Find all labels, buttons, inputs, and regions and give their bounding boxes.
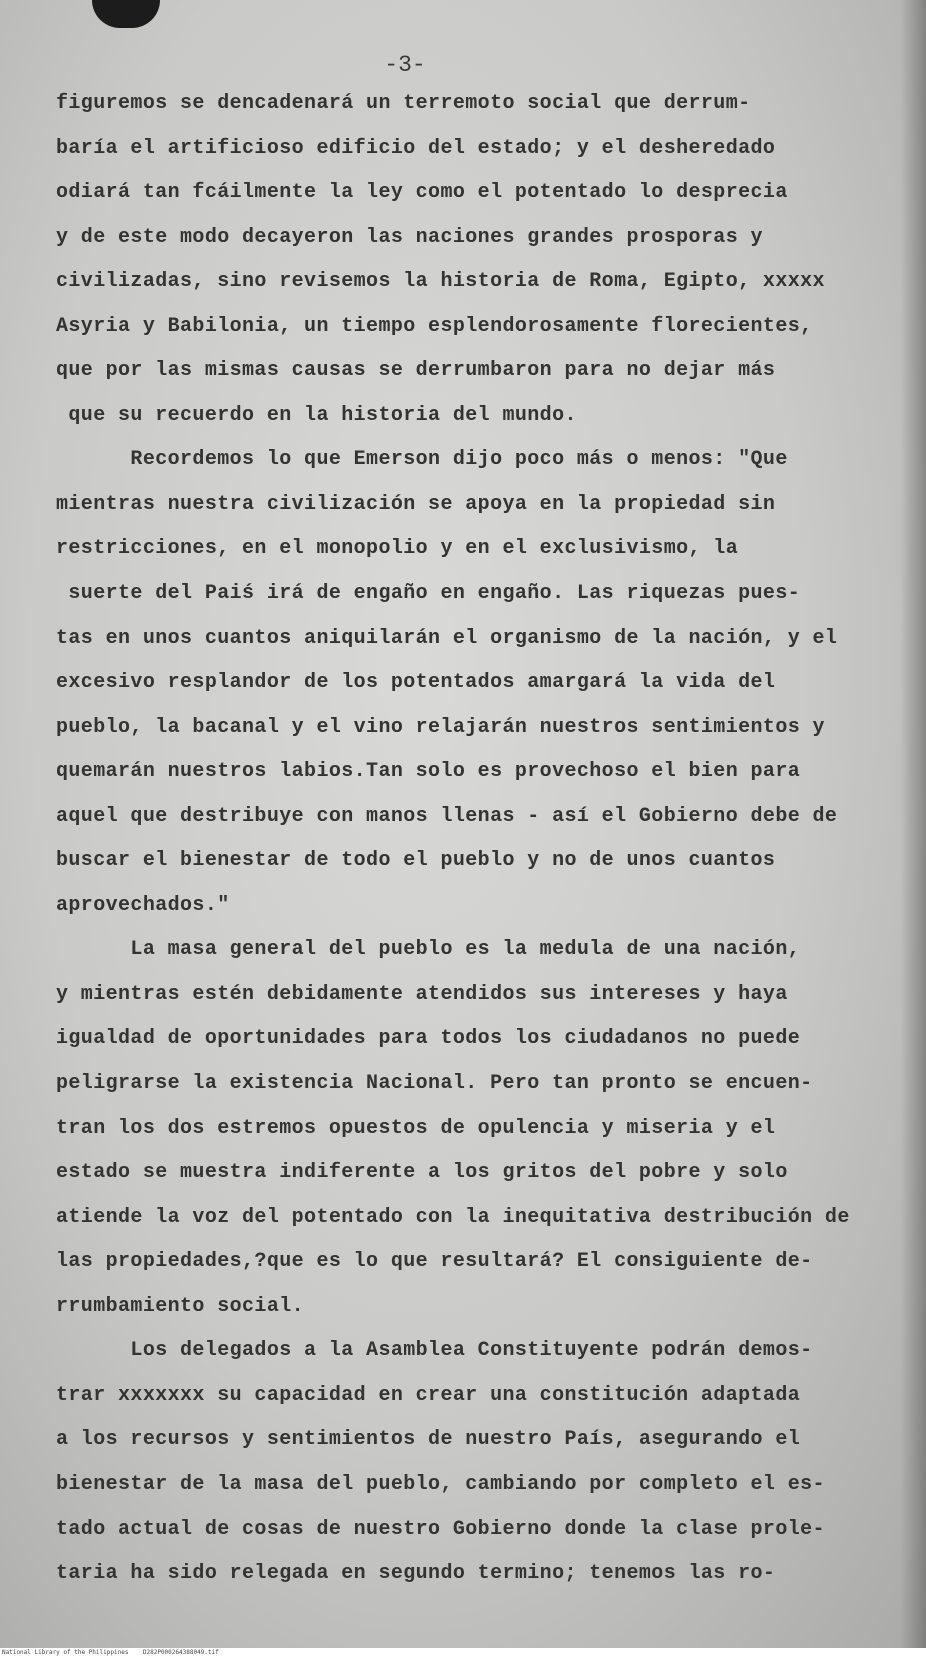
text-line: figuremos se dencadenará un terremoto social que derrum- <box>56 92 751 115</box>
text-line: buscar el bienestar de todo el pueblo y no de unos cuantos <box>56 849 776 873</box>
typed-body-text <box>56 82 918 1597</box>
text-line: tado actual de cosas de nuestro Gobierno donde la clase prole- <box>56 1517 825 1541</box>
scan-footer-label: National Library of the Philippines D282P000264388049.tif <box>2 1649 219 1656</box>
text-line: pueblo, la bacanal y el vino relajarán nuestros sentimientos y <box>56 715 825 739</box>
text-line: mientras nuestra civilización se apoya en la propiedad sin <box>56 492 776 516</box>
binder-clip-shadow <box>92 0 160 28</box>
page-number: -3- <box>384 52 426 78</box>
text-line: igualdad de oportunidades para todos los ciudadanos no puede <box>56 1027 801 1051</box>
text-line: excesivo resplandor de los potentados amargará la vida del <box>56 671 776 695</box>
text-line: a los recursos y sentimientos de nuestro País, asegurando el <box>56 1428 801 1452</box>
text-line: La masa general del pueblo es la medula de una nación, <box>56 938 801 962</box>
text-line: rrumbamiento social. <box>56 1294 305 1318</box>
text-line: quemarán nuestros labios.Tan solo es provechoso el bien para <box>56 760 801 784</box>
text-line: atiende la voz del potentado con la inequitativa destribución de <box>56 1205 850 1229</box>
text-line: tas en unos cuantos aniquilarán el organismo de la nación, y el <box>56 626 838 650</box>
text-line: civilizadas, sino revisemos la historia de Roma, Egipto, xxxxx <box>56 270 825 294</box>
text-line: tran los dos estremos opuestos de opulencia y miseria y el <box>56 1116 776 1140</box>
text-line: que por las mismas causas se derrumbaron para no dejar más <box>56 359 776 383</box>
text-line: estado se muestra indiferente a los gritos del pobre y solo <box>56 1161 788 1185</box>
text-line: restricciones, en el monopolio y en el exclusivismo, la <box>56 537 739 561</box>
text-line: y mientras estén debidamente atendidos sus intereses y haya <box>56 982 788 1006</box>
text-line: aprovechados." <box>56 893 230 917</box>
scan-footer <box>0 1648 926 1658</box>
text-line: peligrarse la existencia Nacional. Pero tan pronto se encuen- <box>56 1072 813 1096</box>
text-line: Los delegados a la Asamblea Constituyente podrán demos- <box>56 1339 813 1363</box>
text-line: suerte del Paiś irá de engaño en engaño. Las riquezas pues- <box>56 582 801 606</box>
text-line: trar xxxxxxx su capacidad en crear una constitución adaptada <box>56 1383 801 1407</box>
text-line: odiará tan fcáilmente la ley como el potentado lo desprecia <box>56 181 788 205</box>
text-line: que su recuerdo en la historia del mundo. <box>56 403 577 427</box>
text-line: Asyria y Babilonia, un tiempo esplendorosamente florecientes, <box>56 314 813 338</box>
text-line: aquel que destribuye con manos llenas - así el Gobierno debe de <box>56 804 838 828</box>
text-line: bienestar de la masa del pueblo, cambiando por completo el es- <box>56 1472 825 1496</box>
text-line: Recordemos lo que Emerson dijo poco más o menos: "Que <box>56 448 788 472</box>
text-line: las propiedades,?que es lo que resultará? El consiguiente de- <box>56 1250 813 1274</box>
text-line: taria ha sido relegada en segundo termino; tenemos las ro- <box>56 1562 776 1586</box>
text-line: baría el artificioso edificio del estado; y el desheredado <box>56 136 776 160</box>
text-line: y de este modo decayeron las naciones grandes prosporas y <box>56 225 763 249</box>
